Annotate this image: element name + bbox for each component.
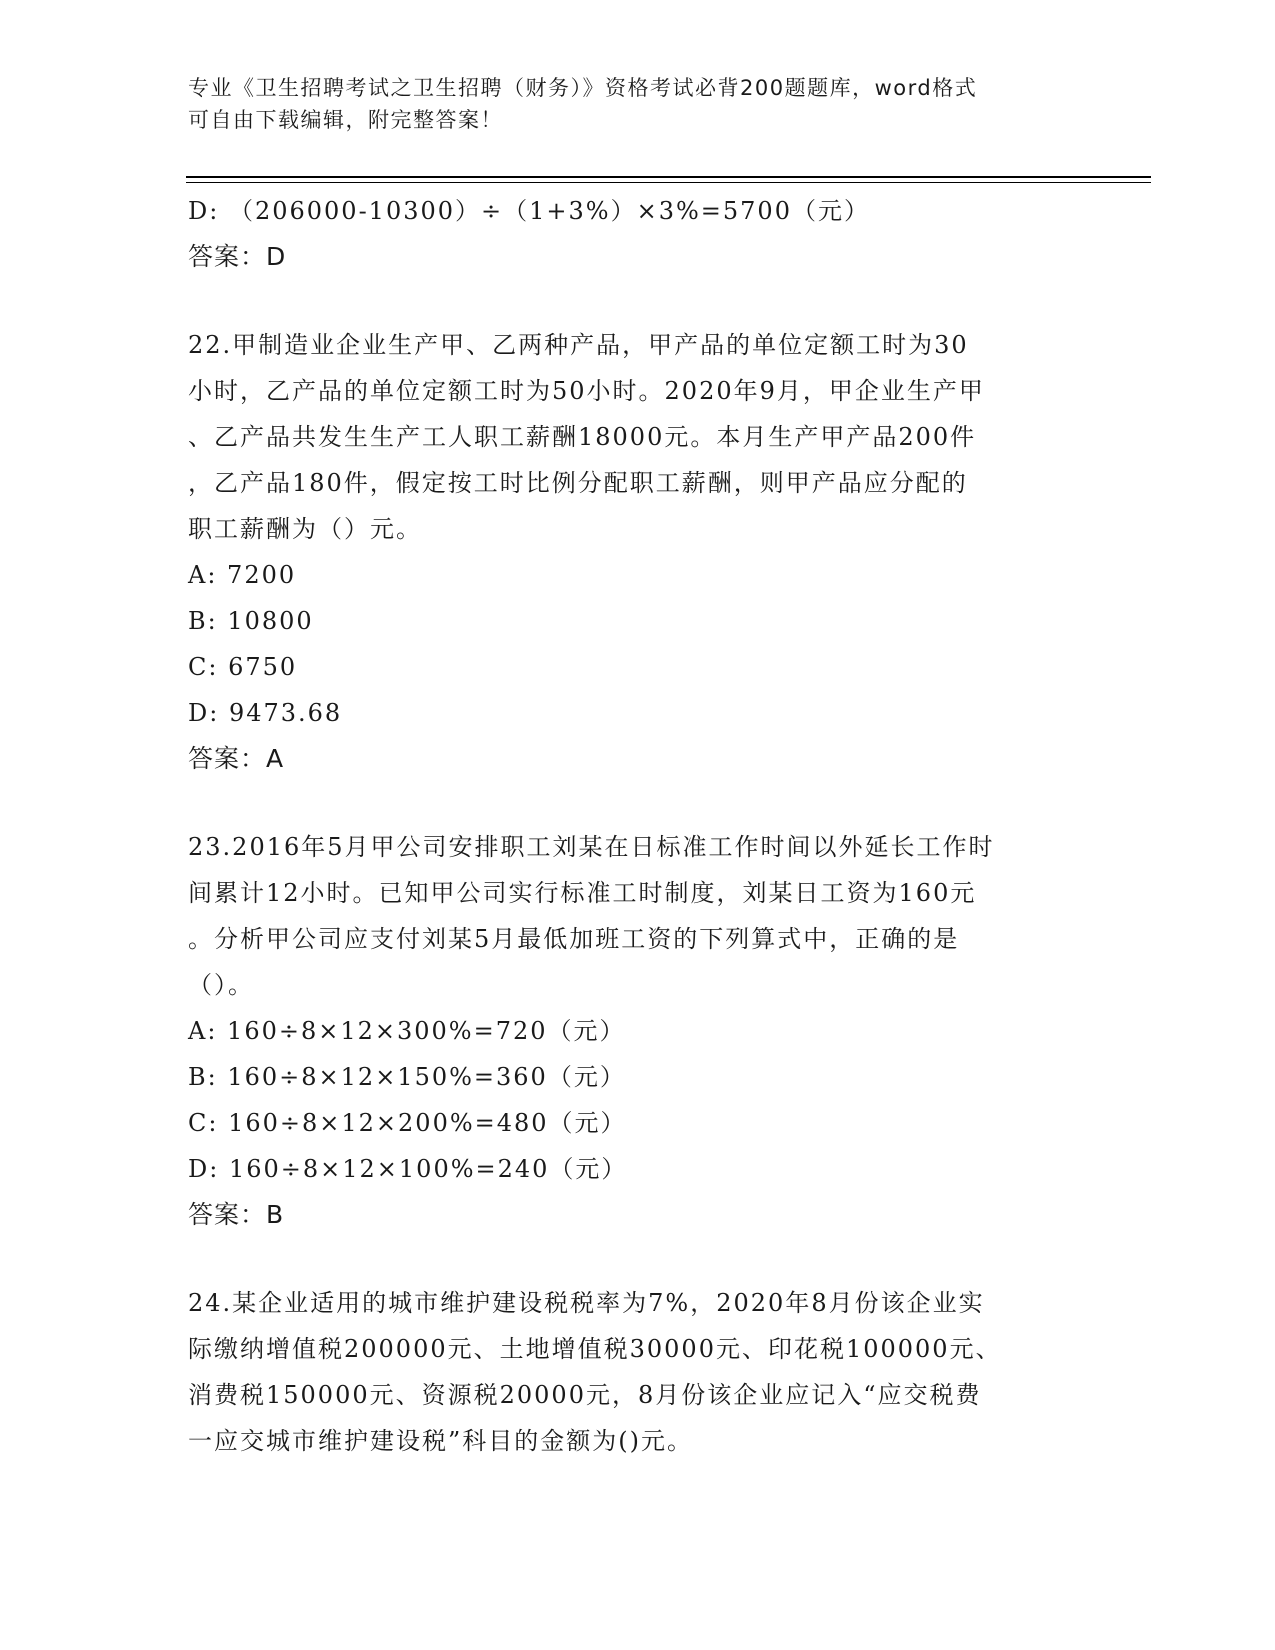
q23-stem-line: 。分析甲公司应支付刘某5月最低加班工资的下列算式中，正确的是 xyxy=(188,925,960,953)
q22-option-c: C: 6750 xyxy=(188,653,298,681)
question-21 xyxy=(188,188,1088,280)
q23-option-a: A: 160÷8×12×300%=720（元） xyxy=(188,1017,626,1045)
q22-stem-line: 职工薪酬为（）元。 xyxy=(188,515,422,543)
q23-stem-line: （）。 xyxy=(188,971,254,999)
q24-stem-line: 消费税150000元、资源税20000元，8月份该企业应记入“应交税费 xyxy=(188,1381,982,1409)
q22-stem-line: ，乙产品180件，假定按工时比例分配职工薪酬，则甲产品应分配的 xyxy=(188,469,968,497)
question-23 xyxy=(188,824,1088,1238)
q24-stem-line: 24.某企业适用的城市维护建设税税率为7%，2020年8月份该企业实 xyxy=(188,1289,985,1317)
q22-stem-line: 22.甲制造业企业生产甲、乙两种产品，甲产品的单位定额工时为30 xyxy=(188,331,969,359)
q22-option-d: D: 9473.68 xyxy=(188,699,343,727)
q21-answer: 答案：D xyxy=(188,242,287,271)
q22-stem-line: 、乙产品共发生生产工人职工薪酬18000元。本月生产甲产品200件 xyxy=(188,423,977,451)
q23-stem-line: 间累计12小时。已知甲公司实行标准工时制度，刘某日工资为160元 xyxy=(188,879,977,907)
header-line-1: 专业《卫生招聘考试之卫生招聘（财务）》资格考试必背200题题库，word格式 xyxy=(188,76,978,100)
q23-option-d: D: 160÷8×12×100%=240（元） xyxy=(188,1155,628,1183)
spacer xyxy=(188,280,1088,322)
question-24 xyxy=(188,1280,1088,1464)
spacer xyxy=(188,782,1088,824)
spacer xyxy=(188,1238,1088,1280)
q23-option-c: C: 160÷8×12×200%=480（元） xyxy=(188,1109,627,1137)
question-content xyxy=(188,188,1088,1464)
header-line-2: 可自由下载编辑，附完整答案！ xyxy=(188,108,503,132)
q22-option-b: B: 10800 xyxy=(188,607,314,635)
q22-answer: 答案：A xyxy=(188,744,285,773)
q23-answer: 答案：B xyxy=(188,1200,285,1229)
document-header xyxy=(188,72,1068,136)
q23-stem-line: 23.2016年5月甲公司安排职工刘某在日标准工作时间以外延长工作时 xyxy=(188,833,995,861)
q22-option-a: A: 7200 xyxy=(188,561,297,589)
q21-option-d: D: （206000-10300）÷（1+3%）×3%=5700（元） xyxy=(188,197,870,225)
q23-option-b: B: 160÷8×12×150%=360（元） xyxy=(188,1063,626,1091)
q22-stem-line: 小时，乙产品的单位定额工时为50小时。2020年9月，甲企业生产甲 xyxy=(188,377,985,405)
header-divider-thick xyxy=(186,176,1151,178)
question-22 xyxy=(188,322,1088,782)
header-divider-thin xyxy=(186,182,1151,183)
q24-stem-line: 际缴纳增值税200000元、土地增值税30000元、印花税100000元、 xyxy=(188,1335,1002,1363)
q24-stem-line: 一应交城市维护建设税”科目的金额为()元。 xyxy=(188,1427,693,1455)
